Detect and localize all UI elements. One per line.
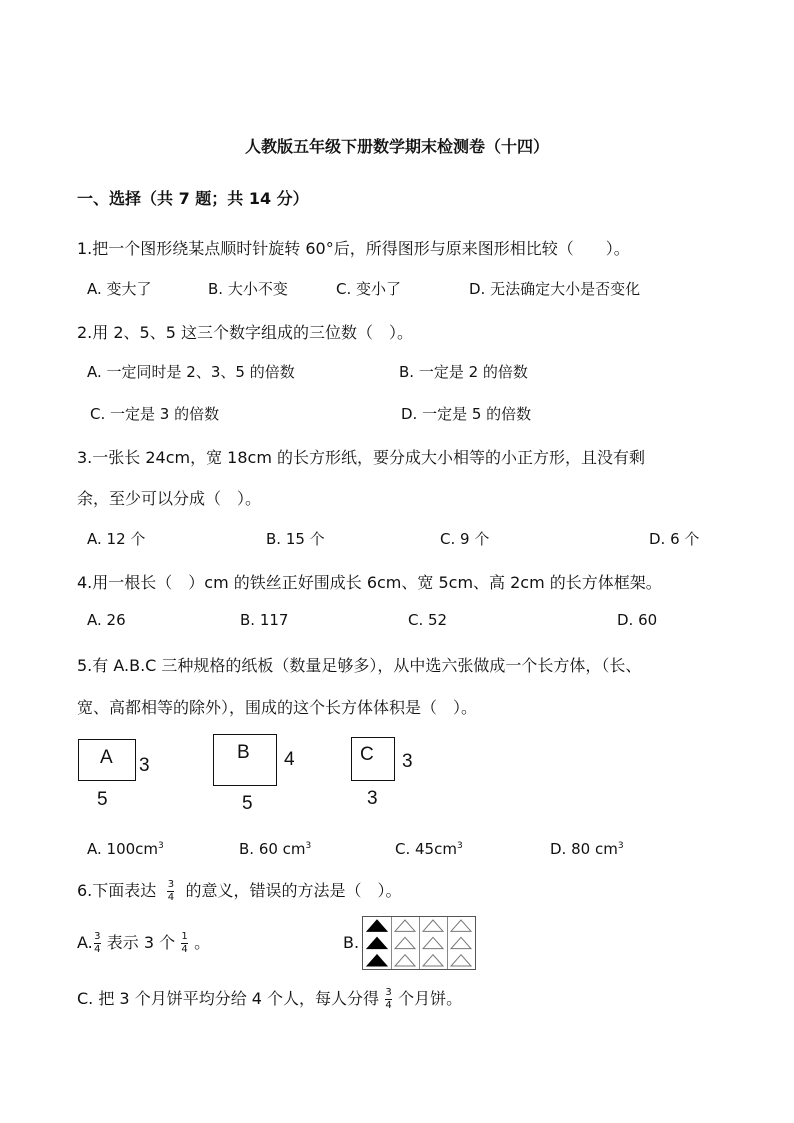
question-5-line-2: 宽、高都相等的除外），围成的这个长方体体积是（ ）。: [77, 698, 478, 717]
q1-option-b: B. 大小不变: [208, 280, 288, 298]
q2-option-b: B. 一定是 2 的倍数: [399, 363, 528, 381]
question-3-line-1: 3.一张长 24cm，宽 18cm 的长方形纸，要分成大小相等的小正方形，且没有剩: [77, 448, 646, 467]
question-4: 4.用一根长（ ）cm 的铁丝正好围成长 6cm、宽 5cm、高 2cm 的长方体框架。: [77, 573, 662, 592]
question-6: 6.下面表达 $\frac{3}{4}$ 的意义，错误的方法是（ ）。: [77, 879, 402, 903]
q6-option-a: A. $\frac{3}{4}$ 表示 3 个 $\frac{1}{4}$ 。: [77, 931, 211, 955]
q6-option-b-label: B.: [343, 933, 360, 952]
q3-option-b: B. 15 个: [266, 530, 325, 548]
empty-triangle: [395, 920, 415, 931]
fraction-three-quarters: $\frac{3}{4}$: [94, 931, 101, 955]
q1-option-d: D. 无法确定大小是否变化: [469, 280, 641, 298]
empty-triangle: [451, 937, 471, 948]
q2-option-d: D. 一定是 5 的倍数: [401, 405, 532, 423]
page-title: 人教版五年级下册数学期末检测卷（十四）: [244, 137, 549, 156]
board-b-label: B: [237, 742, 250, 763]
q1-option-c: C. 变小了: [336, 280, 402, 298]
board-a-height: 3: [139, 755, 150, 776]
board-b-width: 5: [242, 793, 253, 814]
q6-option-c: C. 把 3 个月饼平均分给 4 个人，每人分得 $\frac{3}{4}$ 个月饼。: [77, 987, 463, 1011]
question-3-line-2: 余，至少可以分成（ ）。: [77, 489, 262, 508]
q5-option-a: A. $100cm^3$: [87, 840, 164, 858]
fraction-three-quarters: $\frac{3}{4}$: [385, 987, 392, 1011]
board-c-height: 3: [402, 751, 413, 772]
q4-option-a: A. 26: [87, 611, 126, 629]
q3-option-c: C. 9 个: [440, 530, 490, 548]
shaded-triangle: [367, 920, 387, 931]
question-1: 1.把一个图形绕某点顺时针旋转 60°后，所得图形与原来图形相比较（ ）。: [77, 239, 630, 258]
q3-option-a: A. 12 个: [87, 530, 146, 548]
q5-option-c: C. $45cm^3$: [395, 840, 463, 858]
triangle-grid: [362, 916, 476, 970]
shaded-triangle: [367, 937, 387, 948]
question-5-line-1: 5.有 A.B.C 三种规格的纸板（数量足够多），从中选六张做成一个长方体，（长、: [77, 656, 642, 675]
shaded-triangle: [367, 955, 387, 966]
q5-option-d: D. 80 $cm^3$: [550, 840, 624, 858]
q2-option-c: C. 一定是 3 的倍数: [90, 405, 220, 423]
board-b-height: 4: [284, 749, 295, 770]
question-2: 2.用 2、5、5 这三个数字组成的三位数（ ）。: [77, 323, 413, 342]
q4-option-c: C. 52: [408, 611, 448, 629]
fraction-one-quarter: $\frac{1}{4}$: [181, 931, 188, 955]
section-heading: 一、选择（共 7 题；共 14 分）: [77, 189, 309, 208]
board-a-width: 5: [97, 789, 108, 810]
triangles: [363, 917, 475, 969]
board-a-label: A: [100, 747, 113, 768]
q4-option-b: B. 117: [240, 611, 289, 629]
q1-option-a: A. 变大了: [87, 280, 152, 298]
empty-triangle: [395, 937, 415, 948]
q4-option-d: D. 60: [617, 611, 658, 629]
empty-triangle: [423, 955, 443, 966]
board-c-label: C: [360, 744, 374, 765]
empty-triangle: [395, 955, 415, 966]
fraction-three-quarters: $\frac{3}{4}$: [167, 879, 175, 903]
empty-triangle: [423, 937, 443, 948]
empty-triangle: [451, 955, 471, 966]
q2-option-a: A. 一定同时是 2、3、5 的倍数: [87, 363, 295, 381]
empty-triangle: [451, 920, 471, 931]
empty-triangle: [423, 920, 443, 931]
board-c-width: 3: [367, 788, 378, 809]
q3-option-d: D. 6 个: [649, 530, 700, 548]
q5-option-b: B. 60 $cm^3$: [239, 840, 312, 858]
